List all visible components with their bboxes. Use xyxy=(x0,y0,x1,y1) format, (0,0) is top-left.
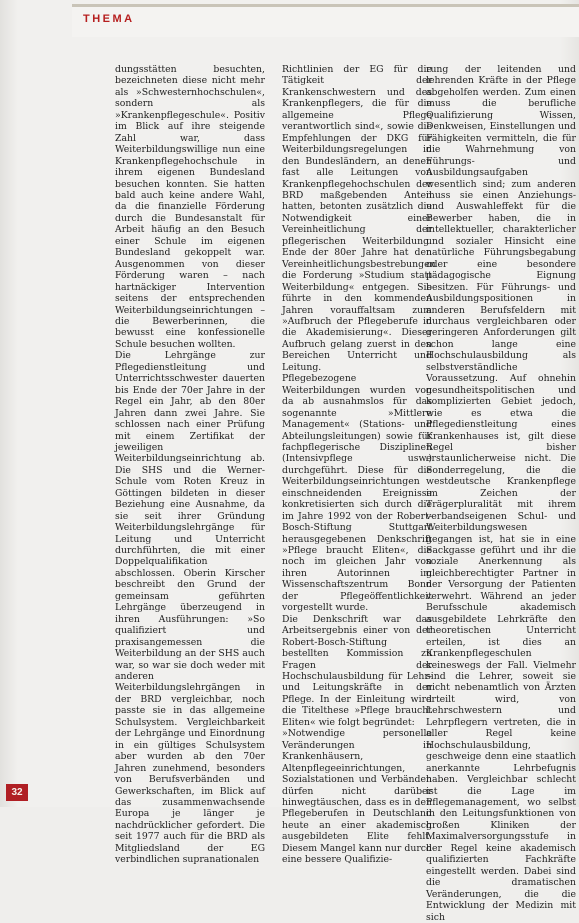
paragraph: Richtlinien der EG für die Tätigkeit der Krankenschwestern und des Krankenpflegers, die für die allgemeine Pflege verantwortlich sind«, sowie die Empfehlungen der DKG für Weiterbildungsregelungen in den Bundesländern, an denen fast alle Leitungen von Krankenpflegehochschulen der BRD maßgebenden Anteil hatten, betonten zusätzlich die Notwendigkeit einer Vereinheitlichung der pflegerischen Weiterbildung. Ende der 80er Jahre hat den Vereinheitlichungsbestrebungen die Forderung »Studium statt Weiterbildung« entgegen. Sie führte in den kommenden Jahren vorauffaltsam zum »Aufbruch der Pflegeberufe in die Akademisierung«. Dieser Aufbruch gelang zuerst in den Bereichen Unterricht und Leitung. xyxy=(282,64,436,373)
paragraph: Die Lehrgänge zur Pflegedienstleitung und Unterrichtsschwester dauerten bis Ende der 70er Jahre in der Regel ein Jahr, ab den 80er Jahren dann zwei Jahre. Sie schlossen nach einer Prüfung mit einem Zertifikat der jeweiligen Weiterbildungseinrichtung ab. Die SHS und die Werner-Schule vom Roten Kreuz in Göttingen bildeten in dieser Beziehung eine Ausnahme, da sie seit ihrer Gründung Weiterbildungslehrgänge für Leitung und Unterricht durchführten, die mit einer Doppelqualifikation abschlossen. Oberin Kirscher beschreibt den Grund der gemeinsam geführten Lehrgänge überzeugend in ihren Ausführungen: »So qualifiziert und praxisangemessen die Weiterbildung an der SHS auch war, so war sie doch weder mit anderen Weiterbildungslehrgängen in der BRD vergleichbar, noch passte sie in das allgemeine Schulsystem. Vergleichbarkeit der Lehrgänge und Einordnung in ein gültiges Schulsystem aber wurden ab den 70er Jahren zunehmend, besonders von Berufsverbänden und Gewerkschaften, im Blick auf das zusammenwachsende Europa je länger je nachdrücklicher gefordert. Die seit 1977 auch für die BRD als Mitgliedsland der EG verbindlichen supranationalen xyxy=(115,350,265,866)
header xyxy=(72,4,579,34)
paragraph: rung der leitenden und lehrenden Kräfte in der Pflege abgeholfen werden. Zum einen muss die berufliche Qualifizierung Wissen, Denkweisen, Einstellungen und Fähigkeiten vermitteln, die für die Wahrnehmung von Führungs- und Ausbildungsaufgaben wesentlich sind; zum anderen muss sie einen Anziehungs- und Auswahleffekt für die Bewerber haben, die in intellektueller, charakterlicher und sozialer Hinsicht eine natürliche Führungsbegabung oder eine besondere pädagogische Eignung besitzen. Für Führungs- und Ausbildungspositionen in anderen Berufsfeldern mit durchaus vergleichbaren oder geringeren Anforderungen gilt schon lange eine Hochschulausbildung als selbstverständliche Voraussetzung. Auf ohnehin gesundheitspolitischen und komplizierten Gebiet jedoch, wie es etwa die Pflegedienstleitung eines Krankenhauses ist, gilt diese Regel bisher erstaunlicherweise nicht. Die Sonderregelung, die die westdeutsche Krankenpflege im Zeichen der Trägerpluralität mit ihrem verbandseigenen Schul- und Weiterbildungswesen gegangen ist, hat sie in eine Sackgasse geführt und ihr die soziale Anerkennung als gleichberechtigter Partner in der Versorgung der Patienten verwehrt. Während an jeder Berufsschule akademisch ausgebildete Lehrkräfte den theoretischen Unterricht erteilen, ist dies an Krankenpflegeschulen keineswegs der Fall. Vielmehr sind die Lehrer, soweit sie nicht nebenamtlich von Ärzten erteilt wird, von Lehrschwestern und Lehrpflegern vertreten, die in aller Regel keine Hochschulausbildung, geschweige denn eine staatlich anerkannte Lehrbefugnis haben. Vergleichbar schlecht ist die Lage im Pflegemanagement, wo selbst in den Leitungsfunktionen von großen Kliniken der Maximalversorgungsstufe in der Regel keine akademisch qualifizierten Fachkräfte eingestellt werden. Dabei sind die dramatischen Veränderungen, die die Entwicklung der Medizin mit sich xyxy=(426,64,576,923)
text-column-3 xyxy=(426,64,576,923)
header-bar xyxy=(72,4,579,37)
text-column-1 xyxy=(115,64,265,866)
paragraph: Die Denkschrift war das Arbeitsergebnis einer von der Robert-Bosch-Stiftung bestellten Kommission zu Fragen der Hochschulausbildung für Lehr- und Leitungskräfte in der Pflege. In der Einleitung wird die Titelthese »Pflege braucht Eliten« wie folgt begründet: xyxy=(282,613,432,728)
page-number-badge xyxy=(6,784,28,801)
paragraph: dungsstätten besuchten, bezeichneten diese nicht mehr als »Schwesternhochschulen«, sondern als »Krankenpflegeschule«. Positiv im Blick auf ihre steigende Zahl war, dass Weiterbildungswillige nun eine Krankenpflegehochschule in ihrem eigenen Bundesland besuchen konnten. Sie hatten bald auch keine andere Wahl, da die finanzielle Förderung durch die Bundesanstalt für Arbeit häufig an den Besuch einer Schule im eigenen Bundesland gekoppelt war. Ausgenommen von dieser Förderung waren – nach hartnäckiger Intervention seitens der entsprechenden Weiterbildungseinrichtungen – die Bewerberinnen, die bewusst eine konfessionelle Schule besuchen wollten. xyxy=(115,64,265,350)
paragraph: »Notwendige personelle Veränderungen in Krankenhäusern, Altenpflegeeinrichtungen, Sozialstationen und Verbänden dürfen nicht darüber hinwegtäuschen, dass es in den Pflegeberufen in Deutschland heute an einer akademisch ausgebildeten Elite fehlt. Diesem Mangel kann nur durch eine bessere Qualifizie- xyxy=(282,728,432,866)
section-kicker: THEMA xyxy=(83,13,135,25)
page-number: 32 xyxy=(11,787,23,798)
paragraph: Pflegebezogene Weiterbildungen wurden von da ab ausnahmslos für das sogenannte »Mittlere Management« (Stations- und Abteilungsleitungen) sowie für fachpflegerische Disziplinen (Intensivpflege usw.) durchgeführt. Diese für die Weiterbildungseinrichtungen einschneidenden Ereignisse konkretisierten sich durch die im Jahre 1992 von der Robert-Bosch-Stiftung Stuttgart herausgegebenen Denkschrift »Pflege braucht Eliten«, die noch im gleichen Jahr von ihren Autorinnen im Wissenschaftszentrum Bonn der Pflegeöffentlichkeit vorgestellt wurde. xyxy=(282,373,432,614)
text-column-2 xyxy=(282,64,436,866)
